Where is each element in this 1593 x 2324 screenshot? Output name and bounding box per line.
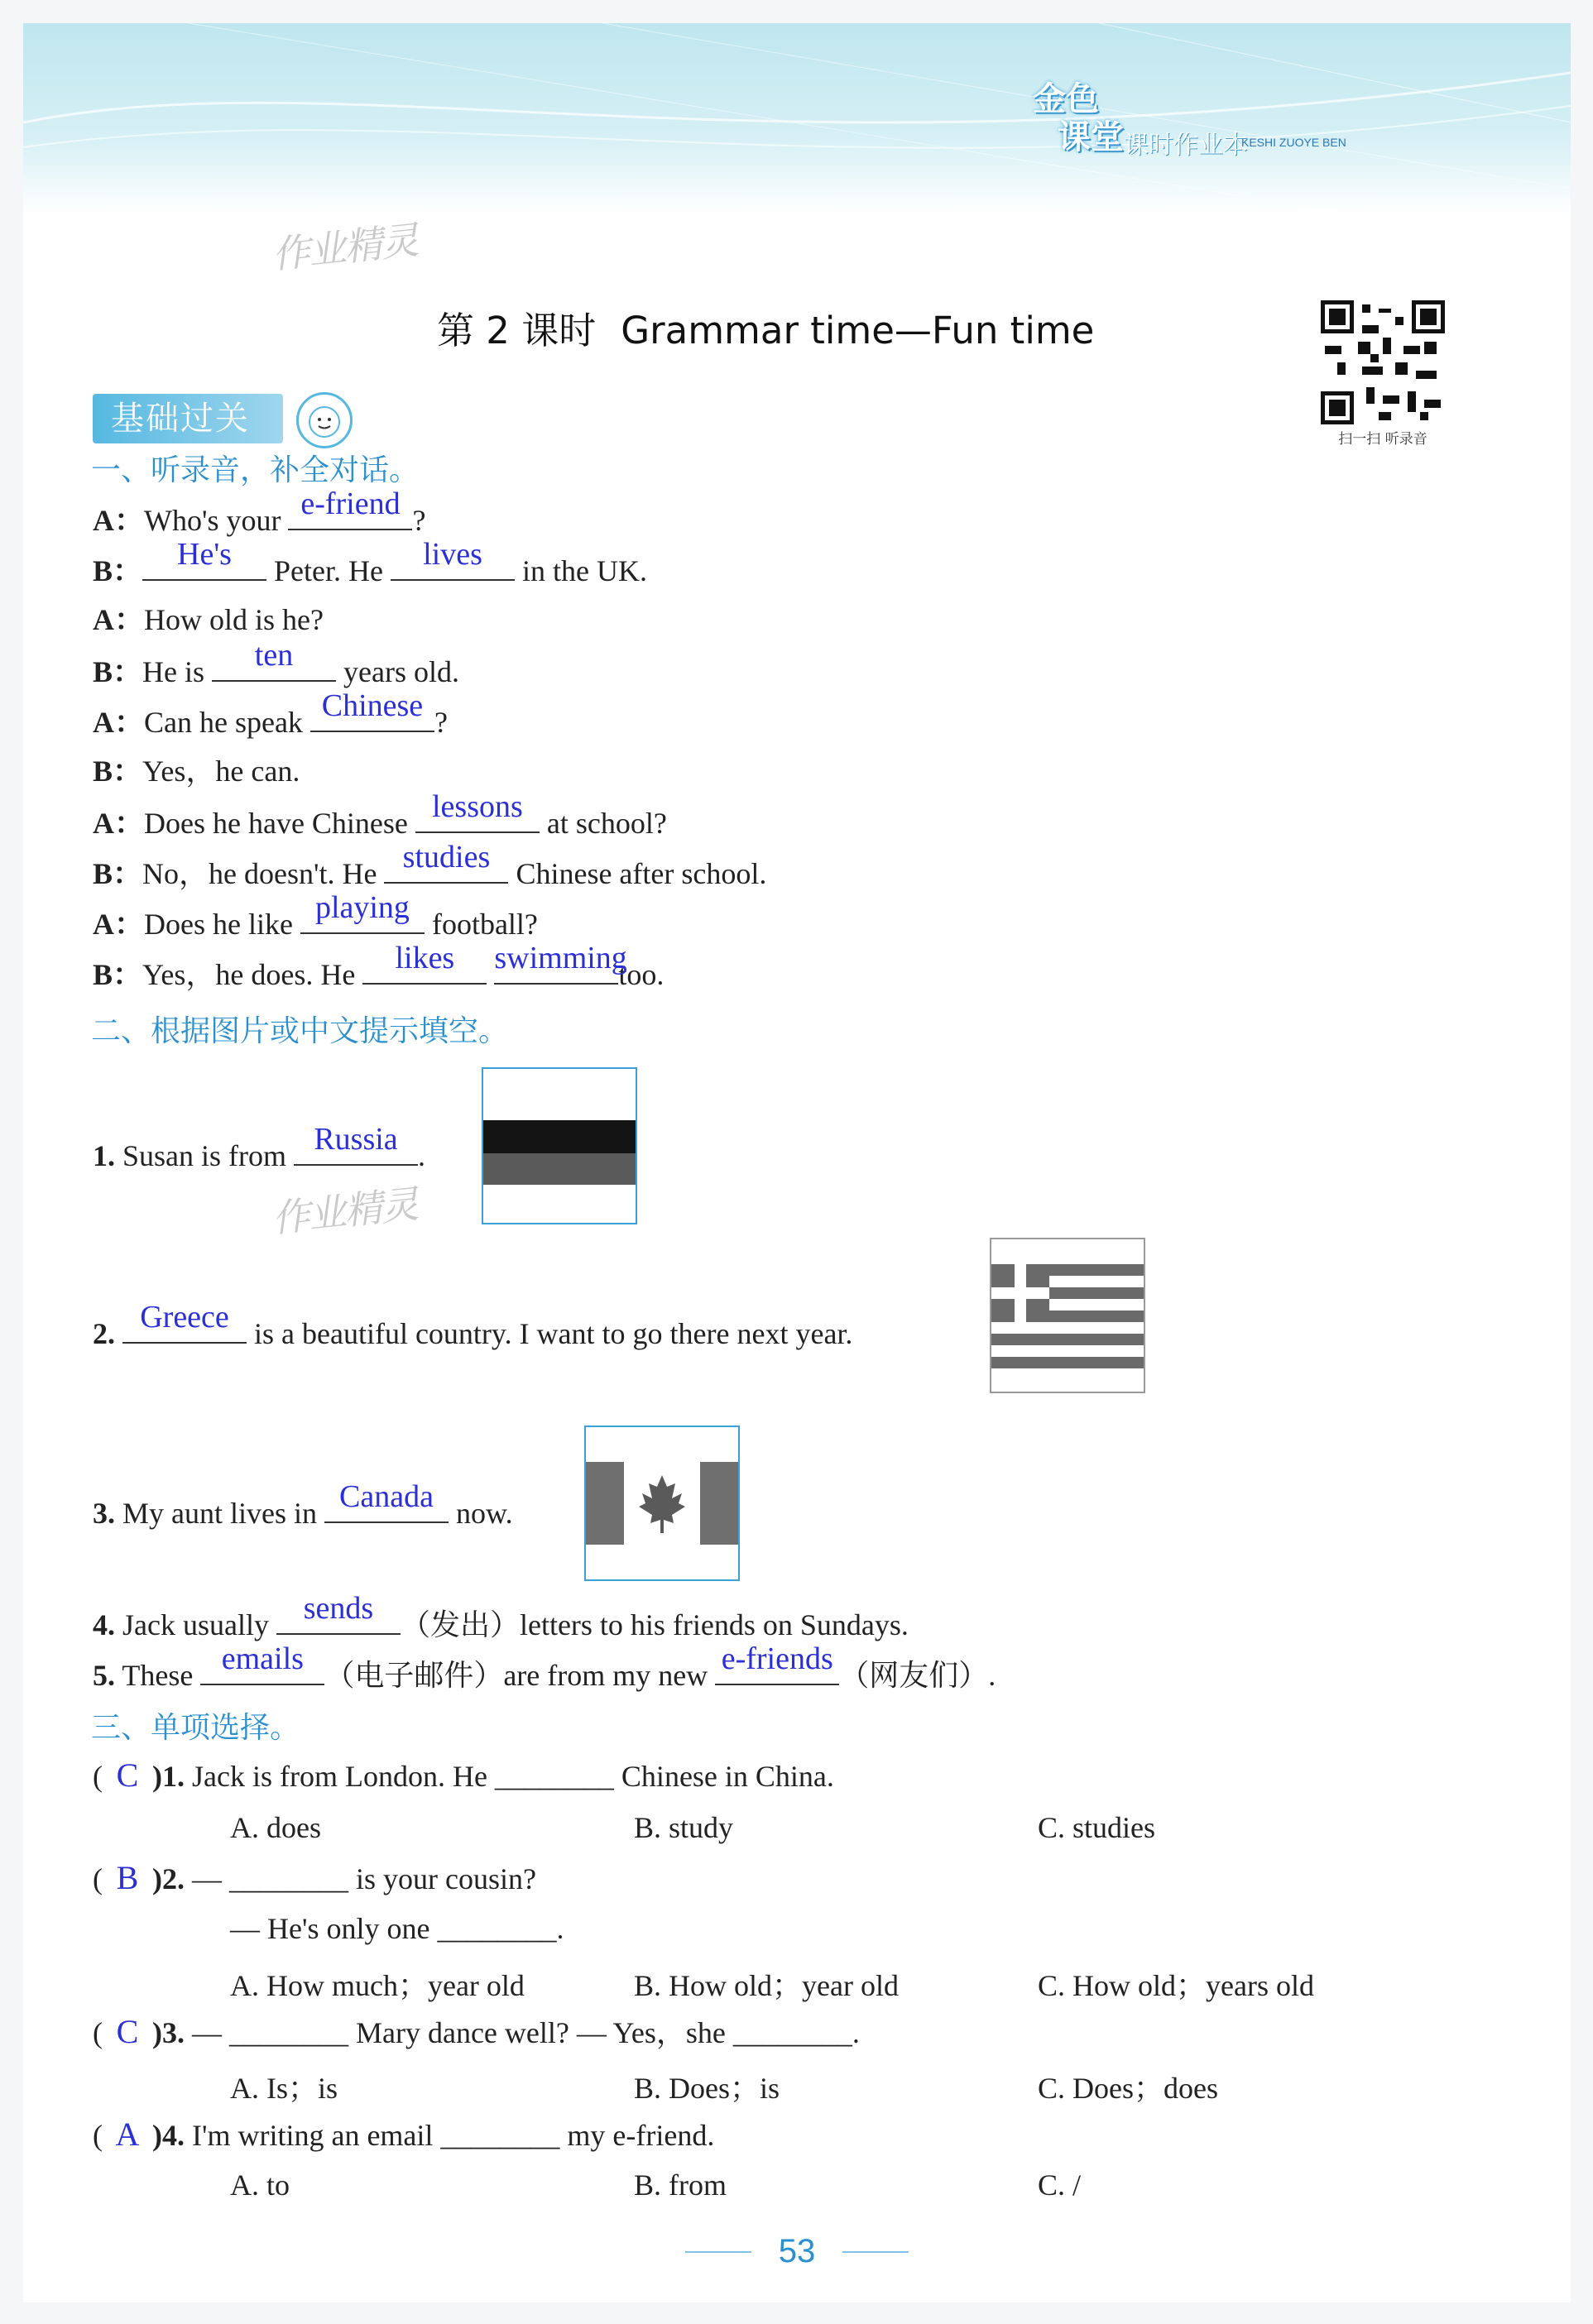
dialogue-text: at school? [546, 807, 667, 840]
question-number: )1. [152, 1760, 185, 1793]
answer-text: Chinese [321, 688, 424, 723]
dialogue-text: ? [434, 706, 448, 739]
watermark: 作业精灵 [269, 217, 420, 278]
option-a: A. does [230, 1811, 321, 1844]
dialogue-line [93, 638, 459, 690]
item-text: . [418, 1139, 425, 1172]
mc-question: ( C )3. — ________ Mary dance well? — Yes，she ________. [93, 2013, 860, 2050]
logo-bottom: 课堂 [1058, 118, 1124, 156]
dialogue-text: Chinese after school. [516, 857, 767, 890]
dialogue-text: He is [142, 655, 205, 688]
page-number-rule [842, 2251, 909, 2253]
fill-item [93, 1479, 513, 1531]
dialogue-text: too. [618, 958, 665, 991]
answer-text: playing [314, 890, 410, 925]
logo-pinyin: KESHI ZUOYE BEN [1241, 136, 1346, 149]
logo-text: 课时作业本 [1124, 131, 1248, 160]
question-stem: — ________ is your cousin? [192, 1862, 536, 1895]
lesson-title-cn: 第 2 课时 [437, 309, 597, 352]
item-number: 1. [93, 1139, 115, 1172]
answer-blank [310, 688, 434, 732]
greece-flag-image [990, 1238, 1145, 1393]
dialogue-line [93, 688, 448, 740]
speaker-label: A： [93, 807, 144, 840]
dialogue-line [93, 537, 647, 589]
dialogue-text: Does he like [144, 908, 293, 941]
lesson-title [437, 300, 1094, 354]
item-text: is a beautiful country. I want to go there next year. [254, 1317, 853, 1350]
dialogue-text: Peter. He [274, 554, 383, 587]
speaker-label: B： [93, 958, 143, 991]
speaker-label: A： [93, 706, 144, 739]
option-c: C. How old；years old [1038, 1969, 1314, 2002]
logo-top: 金色 [1033, 80, 1099, 118]
item-number: 4. [93, 1608, 115, 1641]
answer-blank [288, 486, 412, 530]
dialogue-text: football? [431, 908, 538, 941]
answer-blank [362, 941, 487, 985]
answer-text: lives [423, 537, 482, 572]
answer-text: sends [303, 1591, 374, 1626]
item-text: （网友们）. [839, 1659, 996, 1692]
option-a: A. Is；is [230, 2072, 338, 2105]
item-text: （发出）letters to his friends on Sundays. [400, 1608, 909, 1641]
mc-question: ( B )2. — ________ is your cousin? [93, 1859, 536, 1896]
dialogue-text: Yes，he can. [142, 755, 300, 788]
answer-blank [715, 1641, 839, 1685]
dialogue-line [93, 601, 324, 638]
option-b: B. study [634, 1811, 734, 1844]
question-number: )3. [152, 2016, 185, 2049]
option-a: A. How much；year old [230, 1969, 525, 2002]
canada-flag-image [584, 1426, 740, 1581]
question-number: )2. [152, 1862, 185, 1895]
speaker-label: A： [93, 603, 144, 636]
item-text: My aunt lives in [122, 1497, 317, 1530]
answer-text: Greece [140, 1300, 229, 1335]
option-a: A. to [230, 2168, 290, 2202]
publisher-logo [1033, 81, 1463, 172]
answer-text: Russia [314, 1122, 398, 1157]
answer-text: swimming [494, 941, 627, 975]
answer-blank [391, 537, 515, 581]
worksheet-page [23, 23, 1571, 2302]
dialogue-text: How old is he? [144, 603, 324, 636]
option-c: C. studies [1038, 1811, 1156, 1844]
item-number: 3. [93, 1497, 115, 1530]
fill-item [93, 1641, 996, 1694]
answer-blank [142, 537, 266, 581]
question-stem: I'm writing an email ________ my e-friend. [192, 2119, 715, 2152]
fill-item [93, 1591, 909, 1643]
page-number: 53 [778, 2233, 816, 2269]
answer-blank [494, 941, 627, 985]
question-stem-line2: — He's only one ________. [230, 1912, 564, 1945]
mc-answer: A [115, 2116, 140, 2153]
answer-text: likes [395, 941, 455, 975]
question-stem: Jack is from London. He ________ Chinese in China. [192, 1760, 834, 1793]
answer-blank [294, 1122, 418, 1166]
option-c: C. / [1038, 2168, 1082, 2202]
item-text: These [122, 1659, 194, 1692]
dialogue-text: Does he have Chinese [144, 807, 408, 840]
mc-answer: C [116, 1756, 139, 1794]
dialogue-line [93, 789, 667, 841]
dialogue-text: Can he speak [144, 706, 303, 739]
answer-blank [122, 1300, 247, 1344]
item-text: Susan is from [122, 1139, 286, 1172]
qr-caption: 扫一扫 听录音 [1338, 431, 1427, 448]
mc-question: ( C )1. Jack is from London. He ________ Chinese in China. [93, 1756, 834, 1794]
mc-answer: B [116, 1859, 139, 1896]
answer-blank [324, 1479, 449, 1523]
speaker-label: B： [93, 755, 143, 788]
option-b: B. Does；is [634, 2072, 780, 2105]
mascot-icon [296, 392, 353, 448]
mc-answer: C [116, 2013, 139, 2050]
item-text: Jack usually [122, 1608, 269, 1641]
dialogue-line [93, 486, 426, 539]
speaker-label: B： [93, 857, 143, 890]
fill-item [93, 1122, 425, 1174]
fill-item [93, 1300, 853, 1352]
answer-blank [384, 840, 508, 884]
dialogue-line [93, 753, 300, 789]
dialogue-text: in the UK. [521, 554, 647, 587]
answer-text: ten [254, 638, 294, 673]
answer-text: emails [221, 1641, 304, 1676]
dialogue-text: years old. [343, 655, 459, 688]
part2-heading: 二、根据图片或中文提示填空。 [91, 1014, 509, 1048]
dialogue-text: ? [412, 504, 426, 537]
speaker-label: A： [93, 908, 144, 941]
answer-text: studies [402, 840, 491, 874]
dialogue-line [93, 941, 665, 993]
answer-blank [276, 1591, 401, 1635]
speaker-label: B： [93, 554, 143, 587]
dialogue-text: No，he doesn't. He [142, 857, 377, 890]
qr-code-icon[interactable] [1321, 300, 1445, 424]
item-text: now. [455, 1497, 513, 1530]
header-band [23, 23, 1571, 213]
item-text: （电子邮件）are from my new [324, 1659, 708, 1692]
dialogue-text: Who's your [144, 504, 281, 537]
answer-text: Canada [339, 1479, 434, 1514]
dialogue-line [93, 840, 767, 892]
watermark: 作业精灵 [269, 1181, 420, 1242]
question-number: )4. [152, 2119, 185, 2152]
part1-heading: 一、听录音，补全对话。 [91, 453, 420, 487]
russia-flag-image [482, 1067, 637, 1224]
speaker-label: A： [93, 504, 144, 537]
lesson-title-en: Grammar time—Fun time [621, 309, 1095, 352]
item-number: 2. [93, 1317, 115, 1350]
answer-text: e-friends [721, 1641, 833, 1676]
answer-text: e-friend [300, 486, 401, 521]
answer-text: lessons [432, 789, 523, 824]
mc-question: ( A )4. I'm writing an email ________ my e-friend. [93, 2116, 715, 2153]
answer-blank [300, 890, 425, 934]
dialogue-text: Yes，he does. He [142, 958, 356, 991]
item-number: 5. [93, 1659, 115, 1692]
dialogue-line [93, 890, 538, 942]
option-c: C. Does；does [1038, 2072, 1218, 2105]
speaker-label: B： [93, 655, 143, 688]
option-b: B. How old；year old [634, 1969, 899, 2002]
answer-blank [212, 638, 336, 682]
question-stem: — ________ Mary dance well? — Yes，she ________. [192, 2016, 860, 2049]
option-b: B. from [634, 2168, 727, 2202]
part3-heading: 三、单项选择。 [91, 1711, 300, 1745]
answer-blank [415, 789, 540, 833]
section-badge: 基础过关 [93, 394, 283, 443]
answer-blank [200, 1641, 324, 1685]
answer-text: He's [177, 537, 232, 572]
